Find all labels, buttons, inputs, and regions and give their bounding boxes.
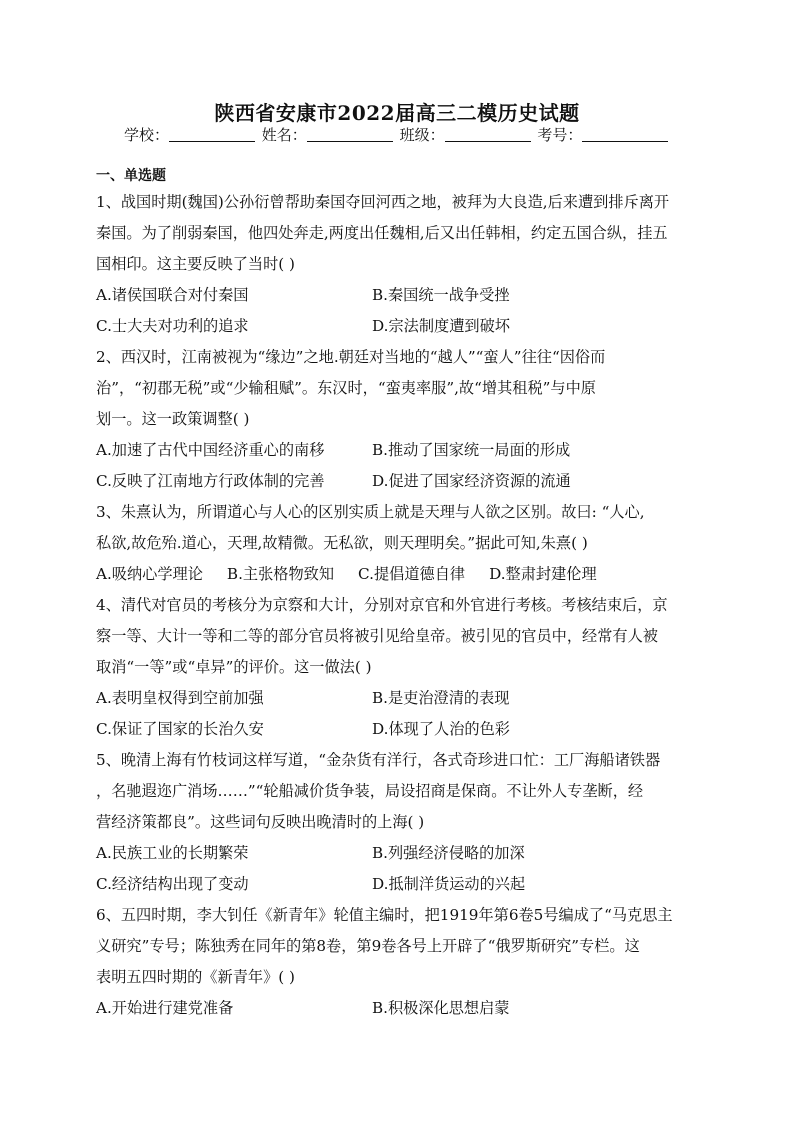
option-b[interactable]: B.是吏治澄清的表现 (372, 689, 510, 707)
option-c[interactable]: C.反映了江南地方行政体制的完善 (96, 472, 325, 490)
question-line: 表明五四时期的《新青年》( ) (96, 968, 295, 986)
option-c[interactable]: C.经济结构出现了变动 (96, 875, 249, 893)
question-line: 3、朱熹认为，所谓道心与人心的区别实质上就是天理与人欲之区别。故曰: “人心, (96, 503, 645, 521)
option-a[interactable]: A.表明皇权得到空前加强 (96, 689, 264, 707)
question-line: 义研究”专号；陈独秀在同年的第8卷，第9卷各号上开辟了“俄罗斯研究”专栏。这 (96, 937, 640, 955)
question-line: 营经济策都良”。这些词句反映出晚清时的上海( ) (96, 813, 425, 831)
option-row (96, 714, 700, 745)
question-5 (96, 745, 700, 900)
option-c[interactable]: C.士大夫对功利的追求 (96, 317, 249, 335)
option-row (96, 466, 700, 497)
class-label: 班级： (399, 126, 445, 144)
option-b[interactable]: B.推动了国家统一局面的形成 (372, 441, 571, 459)
section-heading: 一、单选题 (96, 168, 166, 184)
option-d[interactable]: D.促进了国家经济资源的流通 (372, 472, 571, 490)
question-2 (96, 342, 700, 497)
question-line: ，名驰遐迩广消场……”“轮船减价货争装，局设招商是保商。不让外人专垄断，经 (96, 782, 644, 800)
document-title: 陕西省安康市2022届高三二模历史试题 (214, 101, 580, 125)
question-6 (96, 900, 700, 1024)
question-line: 取消“一等”或“卓异”的评价。这一做法( ) (96, 658, 372, 676)
option-a[interactable]: A.民族工业的长期繁荣 (96, 844, 249, 862)
question-list (96, 187, 700, 1024)
option-row (96, 993, 700, 1024)
class-blank[interactable] (445, 127, 531, 142)
option-row (96, 435, 700, 466)
question-line: 5、晚清上海有竹枝词这样写道，“金杂货有洋行，各式奇珍进口忙：工厂海船诸铁器 (96, 751, 661, 769)
option-b[interactable]: B.积极深化思想启蒙 (372, 999, 510, 1017)
option-a[interactable]: A.吸纳心学理论 (96, 565, 203, 583)
exam-number-label: 考号： (537, 126, 583, 144)
question-line: 私欲,故危殆.道心，天理,故精微。无私欲，则天理明矣。”据此可知,朱熹( ) (96, 534, 588, 552)
question-line: 治”，“初郡无税”或“少输租赋”。东汉时，“蛮夷率服”,故“增其租税”与中原 (96, 379, 596, 397)
option-d[interactable]: D.体现了人治的色彩 (372, 720, 510, 738)
question-line: 察一等、大计一等和二等的部分官员将被引见给皇帝。被引见的官员中，经常有人被 (96, 627, 658, 645)
question-line: 4、清代对官员的考核分为京察和大计，分别对京官和外官进行考核。考核结束后，京 (96, 596, 668, 614)
option-row (96, 869, 700, 900)
question-line: 1、战国时期(魏国)公孙衍曾帮助秦国夺回河西之地，被拜为大良造,后来遭到排斥离开 (96, 193, 670, 211)
option-a[interactable]: A.诸侯国联合对付秦国 (96, 286, 249, 304)
school-blank[interactable] (169, 127, 255, 142)
name-blank[interactable] (307, 127, 393, 142)
option-c[interactable]: C.保证了国家的长治久安 (96, 720, 264, 738)
question-4 (96, 590, 700, 745)
option-row (96, 559, 700, 590)
option-row (96, 280, 700, 311)
option-b[interactable]: B.主张格物致知 (226, 565, 335, 583)
question-line: 秦国。为了削弱秦国，他四处奔走,两度出任魏相,后又出任韩相，约定五国合纵，挂五 (96, 224, 668, 242)
option-a[interactable]: A.开始进行建党准备 (96, 999, 234, 1017)
option-row (96, 311, 700, 342)
student-info-line (124, 124, 670, 145)
question-line: 6、五四时期，李大钊任《新青年》轮值主编时，把1919年第6卷5号编成了“马克思主 (96, 906, 673, 924)
option-row (96, 838, 700, 869)
option-b[interactable]: B.秦国统一战争受挫 (372, 286, 510, 304)
option-d[interactable]: D.整肃封建伦理 (489, 565, 597, 583)
name-label: 姓名： (261, 126, 307, 144)
option-c[interactable]: C.提倡道德自律 (358, 565, 466, 583)
question-3 (96, 497, 700, 590)
question-line: 2、西汉时，江南被视为“缘边”之地.朝廷对当地的“越人”“蛮人”往往“因俗而 (96, 348, 606, 366)
question-1 (96, 187, 700, 342)
option-row (96, 683, 700, 714)
school-label: 学校： (124, 126, 170, 144)
question-line: 划一。这一政策调整( ) (96, 410, 250, 428)
question-line: 国相印。这主要反映了当时( ) (96, 255, 295, 273)
option-a[interactable]: A.加速了古代中国经济重心的南移 (96, 441, 325, 459)
option-d[interactable]: D.抵制洋货运动的兴起 (372, 875, 526, 893)
exam-number-blank[interactable] (582, 127, 668, 142)
option-b[interactable]: B.列强经济侵略的加深 (372, 844, 525, 862)
option-d[interactable]: D.宗法制度遭到破坏 (372, 317, 510, 335)
